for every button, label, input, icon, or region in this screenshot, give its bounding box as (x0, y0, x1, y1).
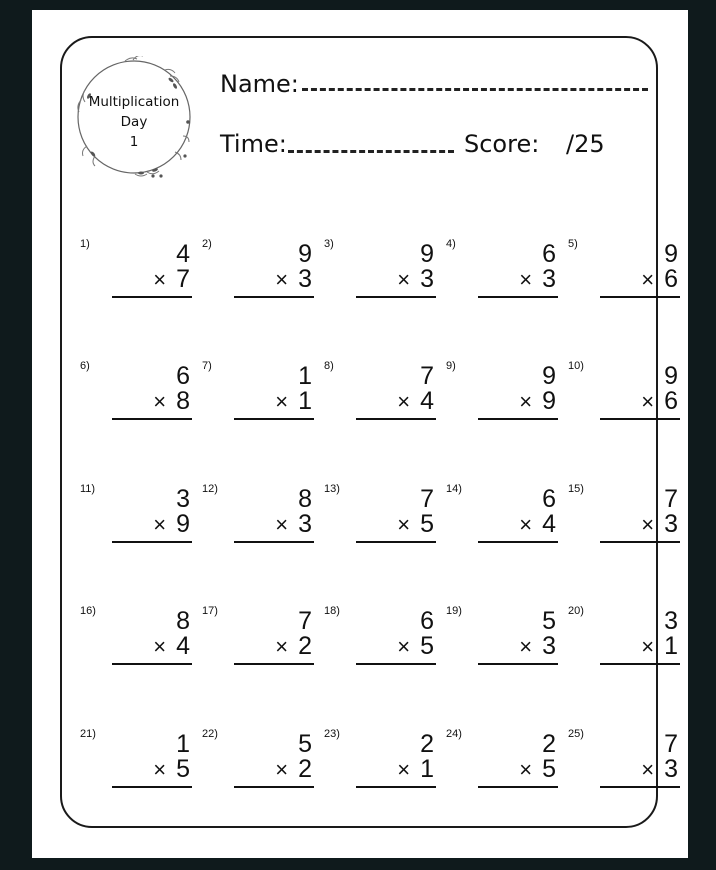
times-sign: × (153, 634, 167, 659)
problem-number: 24) (446, 728, 462, 740)
multiplier: 3 (420, 265, 434, 293)
multiplicand: 9 (664, 362, 678, 390)
answer-line[interactable] (112, 296, 192, 298)
multiplicand: 3 (176, 485, 190, 513)
answer-line[interactable] (600, 541, 680, 543)
score-total: /25 (566, 130, 605, 158)
multiplier-row (153, 633, 190, 660)
multiplicand: 8 (176, 607, 190, 635)
multiplier: 4 (420, 387, 434, 415)
title-line-1: Multiplication (88, 94, 180, 110)
answer-line[interactable] (234, 541, 314, 543)
problem-11 (80, 483, 190, 573)
multiplicand: 3 (664, 607, 678, 635)
answer-line[interactable] (478, 663, 558, 665)
multiplier-row (275, 388, 312, 415)
answer-line[interactable] (356, 296, 436, 298)
multiplier-row (397, 511, 434, 538)
times-sign: × (519, 389, 533, 414)
title-line-3: 1 (129, 134, 139, 150)
multiplier-row (641, 633, 678, 660)
times-sign: × (275, 267, 289, 292)
answer-line[interactable] (112, 786, 192, 788)
multiplier: 4 (542, 510, 556, 538)
problem-number: 13) (324, 483, 340, 495)
multiplier-row (641, 756, 678, 783)
multiplier: 6 (664, 387, 678, 415)
times-sign: × (153, 389, 167, 414)
problem-number: 4) (446, 238, 456, 250)
multiplicand: 6 (542, 240, 556, 268)
problem-number: 9) (446, 360, 456, 372)
multiplier: 1 (664, 632, 678, 660)
answer-line[interactable] (112, 541, 192, 543)
answer-line[interactable] (600, 296, 680, 298)
answer-line[interactable] (234, 296, 314, 298)
answer-line[interactable] (478, 296, 558, 298)
multiplicand: 7 (420, 362, 434, 390)
time-label: Time: (220, 130, 287, 158)
multiplier-row (519, 266, 556, 293)
problem-number: 1) (80, 238, 90, 250)
multiplicand: 2 (542, 730, 556, 758)
multiplicand: 1 (298, 362, 312, 390)
multiplicand: 6 (542, 485, 556, 513)
times-sign: × (397, 634, 411, 659)
times-sign: × (519, 267, 533, 292)
multiplier: 2 (298, 755, 312, 783)
multiplier-row (275, 266, 312, 293)
problem-number: 17) (202, 605, 218, 617)
title-wreath (75, 56, 193, 178)
multiplier-row (519, 388, 556, 415)
answer-line[interactable] (600, 786, 680, 788)
answer-line[interactable] (356, 663, 436, 665)
problem-9 (446, 360, 556, 450)
worksheet-page (32, 10, 688, 858)
problem-2 (202, 238, 312, 328)
problem-19 (446, 605, 556, 695)
problem-number: 18) (324, 605, 340, 617)
multiplier-row (519, 756, 556, 783)
answer-line[interactable] (356, 418, 436, 420)
problem-number: 25) (568, 728, 584, 740)
problem-23 (324, 728, 434, 818)
multiplicand: 7 (664, 485, 678, 513)
multiplicand: 1 (176, 730, 190, 758)
multiplier: 2 (298, 632, 312, 660)
time-field[interactable] (288, 150, 454, 153)
times-sign: × (153, 512, 167, 537)
answer-line[interactable] (478, 786, 558, 788)
multiplicand: 5 (298, 730, 312, 758)
problem-number: 11) (80, 483, 96, 495)
problem-number: 21) (80, 728, 96, 740)
multiplicand: 7 (420, 485, 434, 513)
problem-number: 6) (80, 360, 90, 372)
times-sign: × (275, 634, 289, 659)
problem-7 (202, 360, 312, 450)
problem-number: 23) (324, 728, 340, 740)
multiplier-row (397, 266, 434, 293)
times-sign: × (397, 512, 411, 537)
multiplicand: 8 (298, 485, 312, 513)
problem-number: 5) (568, 238, 578, 250)
name-label: Name: (220, 70, 299, 98)
multiplier: 3 (298, 510, 312, 538)
problem-6 (80, 360, 190, 450)
multiplier: 9 (542, 387, 556, 415)
multiplier: 8 (176, 387, 190, 415)
problem-number: 14) (446, 483, 462, 495)
multiplier-row (153, 756, 190, 783)
problem-number: 3) (324, 238, 334, 250)
times-sign: × (641, 512, 655, 537)
answer-line[interactable] (112, 663, 192, 665)
multiplier-row (397, 633, 434, 660)
times-sign: × (397, 389, 411, 414)
multiplier: 5 (176, 755, 190, 783)
multiplier: 3 (542, 632, 556, 660)
answer-line[interactable] (356, 541, 436, 543)
multiplier-row (153, 388, 190, 415)
multiplicand: 9 (542, 362, 556, 390)
multiplier: 5 (420, 632, 434, 660)
problem-1 (80, 238, 190, 328)
multiplicand: 7 (664, 730, 678, 758)
problem-number: 10) (568, 360, 584, 372)
multiplier: 1 (298, 387, 312, 415)
multiplier: 6 (664, 265, 678, 293)
problem-24 (446, 728, 556, 818)
multiplicand: 6 (420, 607, 434, 635)
title-line-2: Day (120, 114, 148, 130)
problem-10 (568, 360, 678, 450)
problem-number: 22) (202, 728, 218, 740)
problem-3 (324, 238, 434, 328)
problem-13 (324, 483, 434, 573)
multiplier: 5 (542, 755, 556, 783)
times-sign: × (519, 757, 533, 782)
multiplier: 4 (176, 632, 190, 660)
problem-number: 7) (202, 360, 212, 372)
problem-number: 8) (324, 360, 334, 372)
answer-line[interactable] (600, 663, 680, 665)
problem-17 (202, 605, 312, 695)
score-label: Score: (464, 130, 540, 158)
problem-5 (568, 238, 678, 328)
multiplicand: 7 (298, 607, 312, 635)
times-sign: × (153, 267, 167, 292)
multiplier-row (641, 266, 678, 293)
answer-line[interactable] (478, 541, 558, 543)
multiplier-row (641, 388, 678, 415)
multiplier: 7 (176, 265, 190, 293)
multiplier-row (519, 511, 556, 538)
times-sign: × (275, 389, 289, 414)
answer-line[interactable] (234, 663, 314, 665)
problem-4 (446, 238, 556, 328)
multiplier-row (275, 511, 312, 538)
problem-22 (202, 728, 312, 818)
multiplier-row (153, 266, 190, 293)
times-sign: × (641, 267, 655, 292)
times-sign: × (641, 634, 655, 659)
name-field[interactable] (302, 88, 648, 91)
multiplier-row (153, 511, 190, 538)
multiplier-row (641, 511, 678, 538)
multiplier-row (275, 756, 312, 783)
multiplier: 5 (420, 510, 434, 538)
multiplicand: 4 (176, 240, 190, 268)
multiplier-row (397, 756, 434, 783)
problem-number: 19) (446, 605, 462, 617)
multiplicand: 9 (298, 240, 312, 268)
multiplier: 9 (176, 510, 190, 538)
multiplicand: 5 (542, 607, 556, 635)
problem-number: 15) (568, 483, 584, 495)
problem-number: 2) (202, 238, 212, 250)
multiplicand: 9 (664, 240, 678, 268)
multiplier: 1 (420, 755, 434, 783)
answer-line[interactable] (356, 786, 436, 788)
problem-8 (324, 360, 434, 450)
times-sign: × (641, 757, 655, 782)
multiplier-row (519, 633, 556, 660)
times-sign: × (641, 389, 655, 414)
problem-16 (80, 605, 190, 695)
multiplicand: 2 (420, 730, 434, 758)
problem-21 (80, 728, 190, 818)
answer-line[interactable] (600, 418, 680, 420)
answer-line[interactable] (234, 418, 314, 420)
times-sign: × (275, 512, 289, 537)
answer-line[interactable] (112, 418, 192, 420)
multiplier: 3 (664, 755, 678, 783)
problem-15 (568, 483, 678, 573)
multiplicand: 9 (420, 240, 434, 268)
problem-25 (568, 728, 678, 818)
answer-line[interactable] (234, 786, 314, 788)
multiplier-row (397, 388, 434, 415)
problem-number: 12) (202, 483, 218, 495)
multiplier: 3 (298, 265, 312, 293)
multiplier: 3 (664, 510, 678, 538)
times-sign: × (519, 512, 533, 537)
times-sign: × (397, 757, 411, 782)
times-sign: × (153, 757, 167, 782)
multiplier-row (275, 633, 312, 660)
problem-number: 16) (80, 605, 96, 617)
problem-20 (568, 605, 678, 695)
times-sign: × (519, 634, 533, 659)
problem-18 (324, 605, 434, 695)
times-sign: × (397, 267, 411, 292)
multiplier: 3 (542, 265, 556, 293)
multiplicand: 6 (176, 362, 190, 390)
answer-line[interactable] (478, 418, 558, 420)
worksheet-title (75, 92, 193, 152)
problem-12 (202, 483, 312, 573)
problem-number: 20) (568, 605, 584, 617)
problem-14 (446, 483, 556, 573)
times-sign: × (275, 757, 289, 782)
